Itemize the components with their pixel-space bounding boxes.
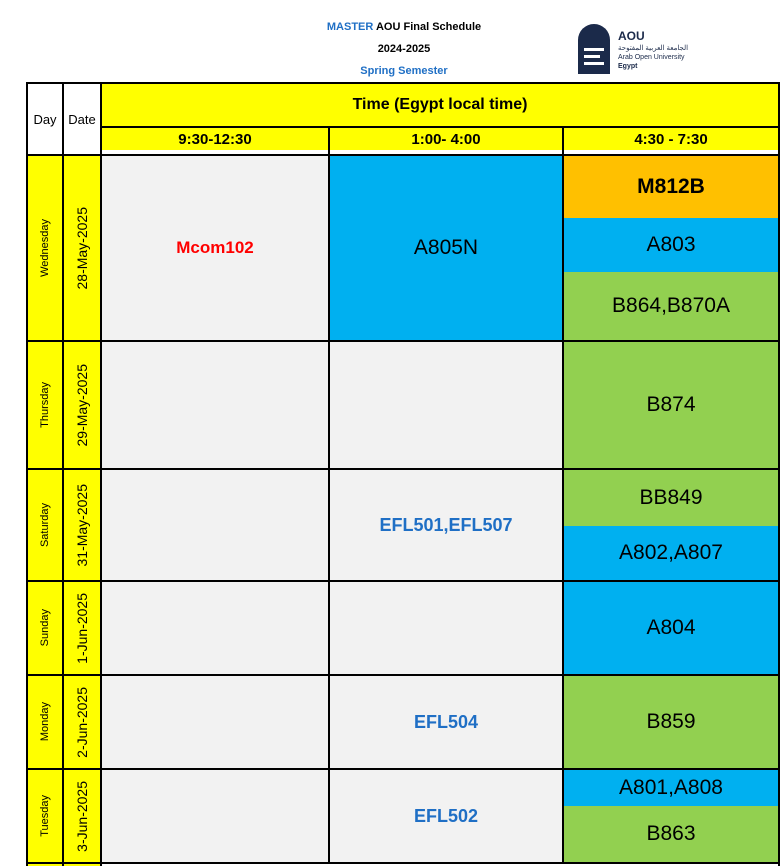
row-slot1 — [102, 342, 328, 468]
grid-line — [26, 82, 780, 84]
row-day: Thursday — [28, 342, 62, 468]
grid-line — [26, 340, 780, 342]
grid-line — [26, 468, 780, 470]
academic-year: 2024-2025 — [377, 43, 431, 55]
row-slot3-exam: BB849 — [564, 470, 778, 526]
row-slot3-exam: B874 — [564, 342, 778, 468]
grid-line — [100, 126, 780, 128]
row-day: Saturday — [28, 470, 62, 580]
row-slot3-exam: A802,A807 — [564, 526, 778, 580]
aou-logo — [576, 22, 716, 76]
title-suffix: AOU Final Schedule — [375, 21, 482, 33]
row-date: 28-May-2025 — [64, 156, 100, 340]
row-slot2: EFL502 — [330, 770, 562, 862]
schedule-title — [254, 20, 554, 34]
row-slot2 — [330, 582, 562, 674]
row-slot2: A805N — [330, 156, 562, 340]
semester-label: Spring Semester — [360, 65, 448, 77]
row-slot3-exam: A803 — [564, 218, 778, 272]
row-slot1 — [102, 582, 328, 674]
logo-english: Arab Open University — [618, 54, 685, 61]
row-day: Sunday — [28, 582, 62, 674]
row-date: 3-Jun-2025 — [64, 770, 100, 862]
title-prefix: MASTER — [326, 21, 374, 33]
grid-line — [26, 862, 780, 864]
day-header: Day — [33, 111, 57, 127]
slot3-header: 4:30 - 7:30 — [564, 128, 778, 150]
slot2-header: 1:00- 4:00 — [330, 128, 562, 150]
row-day: Tuesday — [28, 770, 62, 862]
grid-line — [562, 126, 564, 864]
row-day: Monday — [28, 676, 62, 768]
grid-line — [26, 82, 28, 866]
row-slot1 — [102, 470, 328, 580]
logo-country: Egypt — [618, 63, 638, 70]
row-slot2 — [330, 342, 562, 468]
row-date: 2-Jun-2025 — [64, 676, 100, 768]
row-date: 1-Jun-2025 — [64, 582, 100, 674]
grid-line — [328, 126, 330, 864]
row-slot3-exam: B859 — [564, 676, 778, 768]
date-header: Date — [68, 111, 96, 127]
grid-line — [62, 82, 64, 866]
logo-arabic: الجامعة العربية المفتوحة — [618, 45, 689, 52]
row-date: 31-May-2025 — [64, 470, 100, 580]
row-date: 29-May-2025 — [64, 342, 100, 468]
grid-line — [100, 82, 102, 866]
row-slot1 — [102, 770, 328, 862]
row-slot2: EFL501,EFL507 — [330, 470, 562, 580]
row-slot3-exam: B863 — [564, 806, 778, 862]
row-slot3-exam: A804 — [564, 582, 778, 674]
grid-line — [26, 580, 780, 582]
row-day: Wednesday — [28, 156, 62, 340]
time-header: Time (Egypt local time) — [102, 84, 778, 126]
aou-logo-icon — [576, 22, 612, 76]
row-slot3-exam: A801,A808 — [564, 770, 778, 806]
row-slot3-exam: B864,B870A — [564, 272, 778, 340]
grid-line — [26, 674, 780, 676]
row-slot1: Mcom102 — [102, 156, 328, 340]
grid-line — [26, 768, 780, 770]
slot1-header: 9:30-12:30 — [102, 128, 328, 150]
row-slot1 — [102, 676, 328, 768]
row-slot3-exam: M812B — [564, 156, 778, 218]
grid-line — [26, 154, 780, 156]
row-slot2: EFL504 — [330, 676, 562, 768]
grid-line — [778, 82, 780, 866]
logo-abbr: AOU — [618, 29, 645, 43]
